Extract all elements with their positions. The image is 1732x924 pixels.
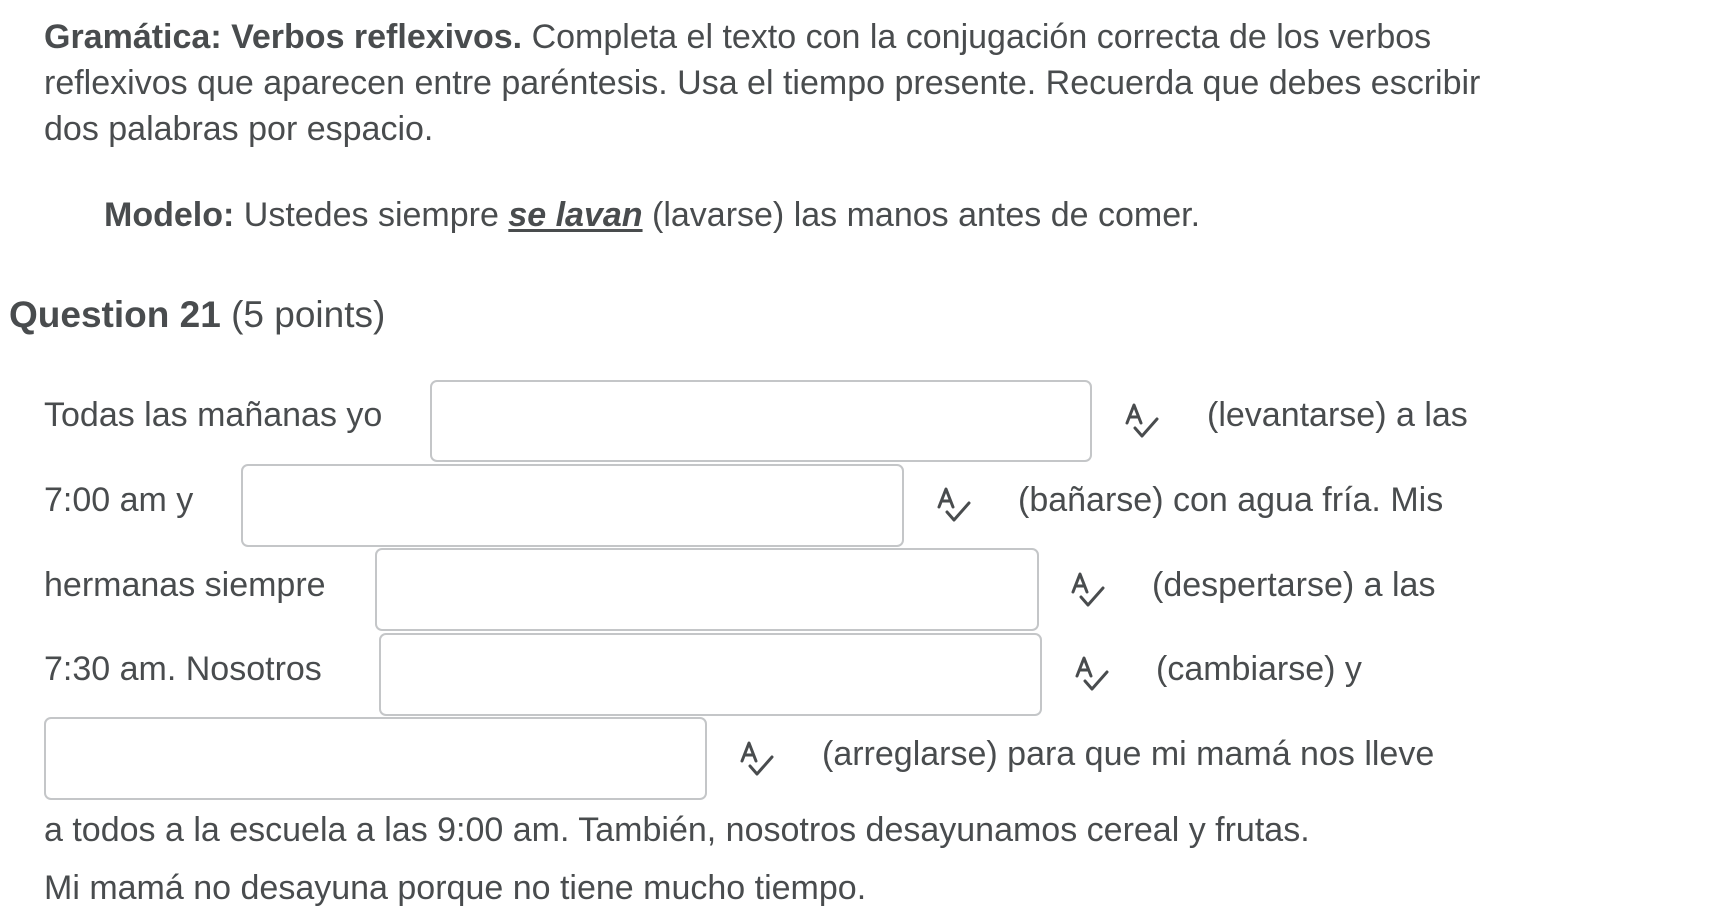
spellcheck-icon[interactable] xyxy=(1067,570,1107,610)
answer-input-2[interactable] xyxy=(241,464,904,547)
model-label: Modelo: xyxy=(104,196,235,234)
spellcheck-icon[interactable] xyxy=(1121,401,1161,441)
passage-text-2: 7:00 am y xyxy=(44,481,194,519)
answer-input-3[interactable] xyxy=(375,548,1039,631)
instructions-title: Gramática: Verbos reflexivos. xyxy=(44,18,523,56)
passage-text-6: a todos a la escuela a las 9:00 am. También, nosotros desayunamos cereal y frutas. xyxy=(44,811,1310,849)
passage-text-1: Todas las mañanas yo xyxy=(44,396,383,434)
model-answer: se lavan xyxy=(508,196,643,234)
spellcheck-icon[interactable] xyxy=(1071,654,1111,694)
model-after: (lavarse) las manos antes de comer. xyxy=(652,196,1201,234)
verb-prompt-4: (cambiarse) y xyxy=(1156,650,1362,688)
instructions xyxy=(44,14,1484,152)
answer-input-1[interactable] xyxy=(430,380,1092,462)
verb-prompt-2: (bañarse) con agua fría. Mis xyxy=(1018,481,1444,519)
verb-prompt-5: (arreglarse) para que mi mamá nos lleve xyxy=(822,735,1435,773)
passage-text-3: hermanas siempre xyxy=(44,566,326,604)
instructions-text: Completa el texto con la conjugación correcta de los verbos reflexivos que aparecen entre paréntesis. Usa el tiempo presente. Recuerda que debes escribir dos palabras por espacio. xyxy=(44,18,1481,148)
question-header xyxy=(9,292,385,338)
passage-text-4: 7:30 am. Nosotros xyxy=(44,650,322,688)
question-title: Question 21 xyxy=(9,294,221,335)
answer-input-4[interactable] xyxy=(379,633,1042,716)
verb-prompt-3: (despertarse) a las xyxy=(1152,566,1436,604)
model-sentence xyxy=(104,192,1200,238)
passage-text-7: Mi mamá no desayuna porque no tiene mucho tiempo. xyxy=(44,869,867,907)
spellcheck-icon[interactable] xyxy=(933,485,973,525)
answer-input-5[interactable] xyxy=(44,717,707,800)
verb-prompt-1: (levantarse) a las xyxy=(1207,396,1468,434)
question-points: (5 points) xyxy=(231,294,386,335)
model-before: Ustedes siempre xyxy=(243,196,499,234)
spellcheck-icon[interactable] xyxy=(736,739,776,779)
